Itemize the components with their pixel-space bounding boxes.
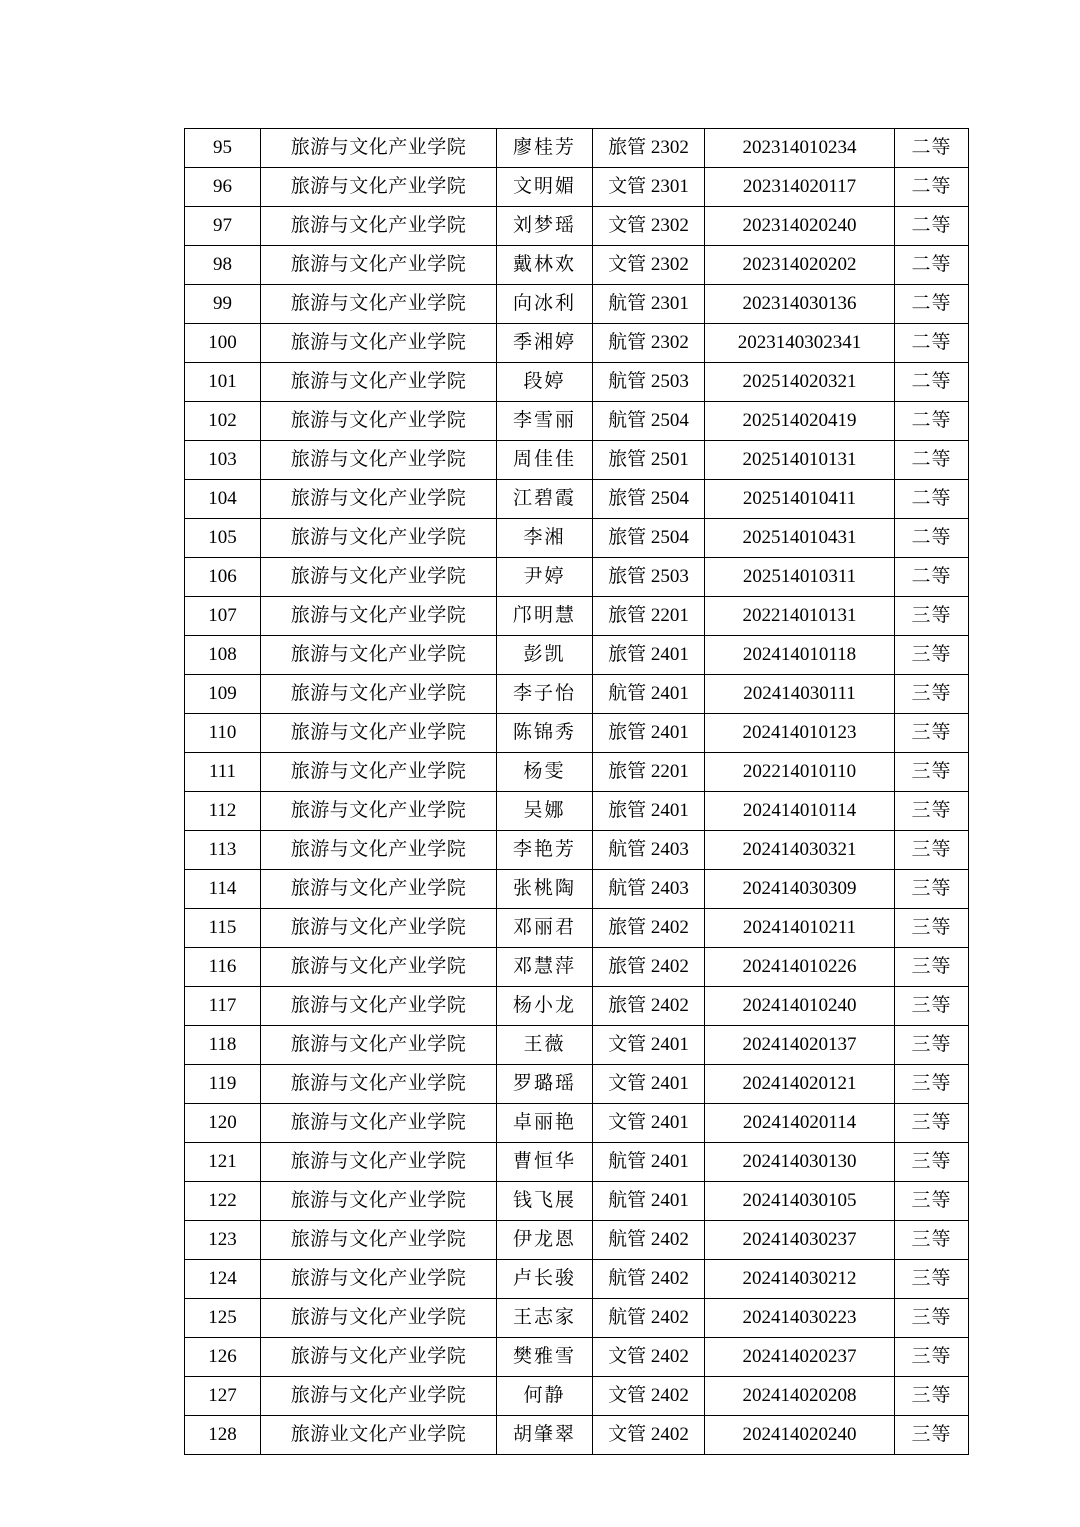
cell-level: 三等 (895, 1143, 969, 1182)
cell-class: 文管 2402 (593, 1416, 705, 1455)
table-row (185, 1377, 969, 1416)
cell-index: 117 (185, 987, 261, 1026)
cell-level: 三等 (895, 636, 969, 675)
cell-level: 三等 (895, 870, 969, 909)
cell-index: 123 (185, 1221, 261, 1260)
cell-student-id: 202414020240 (705, 1416, 895, 1455)
table-row (185, 792, 969, 831)
cell-class: 文管 2402 (593, 1338, 705, 1377)
cell-level: 三等 (895, 753, 969, 792)
cell-level: 二等 (895, 363, 969, 402)
cell-class: 文管 2401 (593, 1065, 705, 1104)
cell-college: 旅游与文化产业学院 (261, 1065, 497, 1104)
cell-index: 113 (185, 831, 261, 870)
cell-index: 107 (185, 597, 261, 636)
table-row (185, 636, 969, 675)
cell-index: 105 (185, 519, 261, 558)
cell-student-id: 202414010123 (705, 714, 895, 753)
cell-student-id: 202314020240 (705, 207, 895, 246)
cell-name: 陈锦秀 (497, 714, 593, 753)
cell-index: 111 (185, 753, 261, 792)
cell-level: 二等 (895, 480, 969, 519)
cell-index: 95 (185, 129, 261, 168)
cell-index: 106 (185, 558, 261, 597)
cell-index: 110 (185, 714, 261, 753)
cell-college: 旅游业文化产业学院 (261, 1416, 497, 1455)
award-list-table (184, 128, 969, 1455)
table-row (185, 129, 969, 168)
cell-college: 旅游与文化产业学院 (261, 129, 497, 168)
cell-student-id: 2023140302341 (705, 324, 895, 363)
cell-name: 杨雯 (497, 753, 593, 792)
cell-college: 旅游与文化产业学院 (261, 1026, 497, 1065)
cell-level: 二等 (895, 402, 969, 441)
cell-level: 三等 (895, 1299, 969, 1338)
cell-name: 向冰利 (497, 285, 593, 324)
table-row (185, 1338, 969, 1377)
cell-index: 96 (185, 168, 261, 207)
cell-student-id: 202314020202 (705, 246, 895, 285)
table-row (185, 909, 969, 948)
cell-student-id: 202414030321 (705, 831, 895, 870)
cell-college: 旅游与文化产业学院 (261, 948, 497, 987)
cell-class: 旅管 2401 (593, 636, 705, 675)
cell-level: 三等 (895, 987, 969, 1026)
cell-level: 二等 (895, 519, 969, 558)
cell-index: 103 (185, 441, 261, 480)
cell-name: 邝明慧 (497, 597, 593, 636)
cell-student-id: 202414030130 (705, 1143, 895, 1182)
cell-name: 杨小龙 (497, 987, 593, 1026)
cell-class: 文管 2301 (593, 168, 705, 207)
cell-class: 旅管 2501 (593, 441, 705, 480)
table-row (185, 1182, 969, 1221)
cell-name: 江碧霞 (497, 480, 593, 519)
table-row (185, 558, 969, 597)
cell-student-id: 202414020137 (705, 1026, 895, 1065)
cell-class: 航管 2504 (593, 402, 705, 441)
cell-level: 三等 (895, 1221, 969, 1260)
cell-level: 三等 (895, 1338, 969, 1377)
cell-level: 三等 (895, 909, 969, 948)
cell-class: 航管 2402 (593, 1299, 705, 1338)
cell-name: 曹恒华 (497, 1143, 593, 1182)
table-row (185, 714, 969, 753)
cell-level: 三等 (895, 1377, 969, 1416)
cell-student-id: 202414030111 (705, 675, 895, 714)
cell-college: 旅游与文化产业学院 (261, 870, 497, 909)
cell-name: 段婷 (497, 363, 593, 402)
table-row (185, 1299, 969, 1338)
cell-class: 文管 2402 (593, 1377, 705, 1416)
table-row (185, 480, 969, 519)
cell-name: 文明媚 (497, 168, 593, 207)
cell-college: 旅游与文化产业学院 (261, 1299, 497, 1338)
cell-student-id: 202414020208 (705, 1377, 895, 1416)
cell-class: 旅管 2302 (593, 129, 705, 168)
cell-student-id: 202414020237 (705, 1338, 895, 1377)
table-row (185, 1143, 969, 1182)
table-row (185, 597, 969, 636)
cell-level: 三等 (895, 1260, 969, 1299)
cell-college: 旅游与文化产业学院 (261, 207, 497, 246)
cell-name: 李雪丽 (497, 402, 593, 441)
cell-college: 旅游与文化产业学院 (261, 285, 497, 324)
cell-name: 樊雅雪 (497, 1338, 593, 1377)
cell-class: 航管 2402 (593, 1260, 705, 1299)
cell-class: 旅管 2402 (593, 987, 705, 1026)
cell-level: 三等 (895, 831, 969, 870)
cell-class: 旅管 2504 (593, 480, 705, 519)
cell-name: 王志家 (497, 1299, 593, 1338)
table-row (185, 324, 969, 363)
cell-student-id: 202414010211 (705, 909, 895, 948)
cell-index: 125 (185, 1299, 261, 1338)
cell-college: 旅游与文化产业学院 (261, 909, 497, 948)
table-row (185, 441, 969, 480)
cell-index: 118 (185, 1026, 261, 1065)
cell-class: 文管 2302 (593, 207, 705, 246)
table-row (185, 1065, 969, 1104)
cell-name: 李湘 (497, 519, 593, 558)
cell-college: 旅游与文化产业学院 (261, 1182, 497, 1221)
cell-college: 旅游与文化产业学院 (261, 753, 497, 792)
table-row (185, 519, 969, 558)
cell-index: 108 (185, 636, 261, 675)
cell-name: 伊龙恩 (497, 1221, 593, 1260)
cell-student-id: 202414030309 (705, 870, 895, 909)
cell-level: 三等 (895, 1065, 969, 1104)
cell-student-id: 202514020321 (705, 363, 895, 402)
cell-level: 二等 (895, 168, 969, 207)
cell-name: 廖桂芳 (497, 129, 593, 168)
cell-level: 二等 (895, 441, 969, 480)
cell-index: 116 (185, 948, 261, 987)
cell-college: 旅游与文化产业学院 (261, 168, 497, 207)
cell-college: 旅游与文化产业学院 (261, 1221, 497, 1260)
cell-class: 航管 2401 (593, 675, 705, 714)
cell-college: 旅游与文化产业学院 (261, 402, 497, 441)
cell-college: 旅游与文化产业学院 (261, 324, 497, 363)
cell-student-id: 202314010234 (705, 129, 895, 168)
cell-student-id: 202514010411 (705, 480, 895, 519)
table-row (185, 870, 969, 909)
cell-college: 旅游与文化产业学院 (261, 519, 497, 558)
cell-index: 124 (185, 1260, 261, 1299)
cell-level: 三等 (895, 1104, 969, 1143)
cell-index: 99 (185, 285, 261, 324)
table-row (185, 1260, 969, 1299)
cell-index: 109 (185, 675, 261, 714)
cell-class: 旅管 2201 (593, 597, 705, 636)
table-row (185, 246, 969, 285)
table-row (185, 1104, 969, 1143)
cell-index: 104 (185, 480, 261, 519)
cell-name: 刘梦瑶 (497, 207, 593, 246)
cell-name: 戴林欢 (497, 246, 593, 285)
cell-class: 航管 2302 (593, 324, 705, 363)
table-row (185, 831, 969, 870)
table-row (185, 987, 969, 1026)
cell-level: 三等 (895, 1026, 969, 1065)
table-row (185, 285, 969, 324)
cell-college: 旅游与文化产业学院 (261, 792, 497, 831)
cell-name: 钱飞展 (497, 1182, 593, 1221)
cell-name: 周佳佳 (497, 441, 593, 480)
cell-student-id: 202414030212 (705, 1260, 895, 1299)
cell-class: 文管 2302 (593, 246, 705, 285)
cell-college: 旅游与文化产业学院 (261, 480, 497, 519)
cell-class: 旅管 2201 (593, 753, 705, 792)
cell-student-id: 202214010110 (705, 753, 895, 792)
table-row (185, 1026, 969, 1065)
cell-class: 航管 2402 (593, 1221, 705, 1260)
cell-index: 97 (185, 207, 261, 246)
cell-student-id: 202514010311 (705, 558, 895, 597)
table-row (185, 1416, 969, 1455)
cell-class: 旅管 2401 (593, 792, 705, 831)
cell-college: 旅游与文化产业学院 (261, 1338, 497, 1377)
cell-name: 邓丽君 (497, 909, 593, 948)
cell-index: 115 (185, 909, 261, 948)
cell-college: 旅游与文化产业学院 (261, 636, 497, 675)
cell-level: 三等 (895, 597, 969, 636)
cell-level: 二等 (895, 324, 969, 363)
cell-student-id: 202414030223 (705, 1299, 895, 1338)
cell-class: 航管 2403 (593, 870, 705, 909)
table-row (185, 207, 969, 246)
table-row (185, 363, 969, 402)
cell-student-id: 202414010240 (705, 987, 895, 1026)
cell-index: 98 (185, 246, 261, 285)
cell-class: 旅管 2504 (593, 519, 705, 558)
cell-college: 旅游与文化产业学院 (261, 558, 497, 597)
cell-name: 何静 (497, 1377, 593, 1416)
cell-college: 旅游与文化产业学院 (261, 675, 497, 714)
cell-level: 三等 (895, 714, 969, 753)
cell-student-id: 202414010118 (705, 636, 895, 675)
cell-name: 彭凯 (497, 636, 593, 675)
cell-name: 胡肇翠 (497, 1416, 593, 1455)
cell-name: 邓慧萍 (497, 948, 593, 987)
cell-index: 102 (185, 402, 261, 441)
cell-college: 旅游与文化产业学院 (261, 246, 497, 285)
cell-college: 旅游与文化产业学院 (261, 1104, 497, 1143)
cell-class: 文管 2401 (593, 1104, 705, 1143)
cell-name: 卓丽艳 (497, 1104, 593, 1143)
table-row (185, 675, 969, 714)
cell-student-id: 202314020117 (705, 168, 895, 207)
cell-index: 127 (185, 1377, 261, 1416)
cell-college: 旅游与文化产业学院 (261, 1143, 497, 1182)
cell-class: 文管 2401 (593, 1026, 705, 1065)
cell-student-id: 202514010131 (705, 441, 895, 480)
cell-college: 旅游与文化产业学院 (261, 1377, 497, 1416)
cell-index: 114 (185, 870, 261, 909)
cell-student-id: 202314030136 (705, 285, 895, 324)
cell-class: 旅管 2401 (593, 714, 705, 753)
cell-student-id: 202214010131 (705, 597, 895, 636)
cell-index: 128 (185, 1416, 261, 1455)
cell-college: 旅游与文化产业学院 (261, 831, 497, 870)
cell-class: 航管 2401 (593, 1143, 705, 1182)
cell-index: 112 (185, 792, 261, 831)
cell-student-id: 202414030237 (705, 1221, 895, 1260)
cell-index: 122 (185, 1182, 261, 1221)
table-row (185, 948, 969, 987)
table-row (185, 402, 969, 441)
table-row (185, 753, 969, 792)
cell-level: 二等 (895, 207, 969, 246)
cell-index: 100 (185, 324, 261, 363)
cell-name: 罗璐瑶 (497, 1065, 593, 1104)
cell-index: 126 (185, 1338, 261, 1377)
table-row (185, 1221, 969, 1260)
cell-name: 卢长骏 (497, 1260, 593, 1299)
cell-student-id: 202414020114 (705, 1104, 895, 1143)
cell-name: 李子怡 (497, 675, 593, 714)
cell-college: 旅游与文化产业学院 (261, 597, 497, 636)
cell-name: 李艳芳 (497, 831, 593, 870)
cell-name: 季湘婷 (497, 324, 593, 363)
cell-student-id: 202414010226 (705, 948, 895, 987)
cell-college: 旅游与文化产业学院 (261, 363, 497, 402)
cell-college: 旅游与文化产业学院 (261, 441, 497, 480)
cell-index: 121 (185, 1143, 261, 1182)
cell-index: 119 (185, 1065, 261, 1104)
cell-college: 旅游与文化产业学院 (261, 1260, 497, 1299)
cell-student-id: 202414010114 (705, 792, 895, 831)
cell-class: 旅管 2503 (593, 558, 705, 597)
cell-college: 旅游与文化产业学院 (261, 987, 497, 1026)
cell-name: 张桃陶 (497, 870, 593, 909)
cell-level: 三等 (895, 948, 969, 987)
cell-name: 王薇 (497, 1026, 593, 1065)
cell-level: 二等 (895, 129, 969, 168)
table-body (185, 129, 969, 1455)
cell-name: 吴娜 (497, 792, 593, 831)
table-row (185, 168, 969, 207)
cell-college: 旅游与文化产业学院 (261, 714, 497, 753)
cell-level: 三等 (895, 1182, 969, 1221)
cell-level: 二等 (895, 285, 969, 324)
cell-class: 旅管 2402 (593, 948, 705, 987)
cell-index: 120 (185, 1104, 261, 1143)
cell-student-id: 202514010431 (705, 519, 895, 558)
cell-level: 三等 (895, 675, 969, 714)
cell-name: 尹婷 (497, 558, 593, 597)
cell-level: 三等 (895, 1416, 969, 1455)
cell-class: 旅管 2402 (593, 909, 705, 948)
cell-class: 航管 2401 (593, 1182, 705, 1221)
cell-student-id: 202414020121 (705, 1065, 895, 1104)
cell-level: 三等 (895, 792, 969, 831)
cell-index: 101 (185, 363, 261, 402)
cell-class: 航管 2403 (593, 831, 705, 870)
cell-level: 二等 (895, 246, 969, 285)
cell-class: 航管 2301 (593, 285, 705, 324)
cell-student-id: 202414030105 (705, 1182, 895, 1221)
cell-class: 航管 2503 (593, 363, 705, 402)
cell-level: 二等 (895, 558, 969, 597)
cell-student-id: 202514020419 (705, 402, 895, 441)
